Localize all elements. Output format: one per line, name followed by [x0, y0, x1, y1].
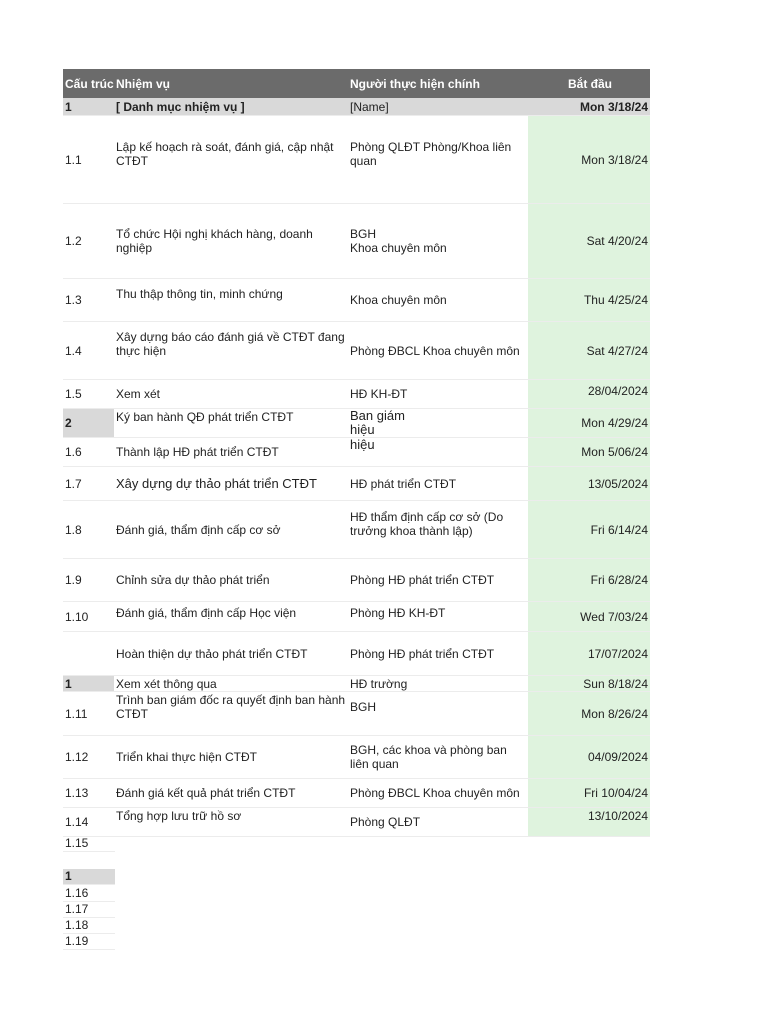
owner-cell[interactable]: Phòng HĐ phát triển CTĐT [350, 646, 495, 661]
task-cell[interactable]: Xem xét thông qua [116, 676, 217, 691]
table-row[interactable] [63, 279, 650, 322]
structure-cell[interactable]: 1.6 [65, 445, 82, 459]
structure-cell[interactable]: 1.11 [65, 706, 88, 721]
task-cell[interactable]: Hoàn thiện dự thảo phát triển CTĐT [116, 646, 308, 661]
header-owner[interactable]: Người thực hiện chính [350, 76, 480, 91]
structure-cell[interactable]: 1.1 [65, 152, 82, 167]
owner-cell[interactable]: Khoa chuyên môn [350, 293, 447, 307]
owner-cell[interactable]: Phòng QLĐT Phòng/Khoa liên quan [350, 140, 512, 168]
table-row[interactable] [63, 808, 650, 837]
owner-cell[interactable]: hiệu [350, 437, 375, 452]
table-row[interactable] [63, 409, 650, 438]
structure-cell[interactable]: 1.16 [63, 886, 115, 902]
task-cell[interactable]: Ký ban hành QĐ phát triển CTĐT [116, 410, 294, 424]
owner-cell[interactable]: BGH [350, 700, 377, 714]
task-cell[interactable]: Trình ban giám đốc ra quyết định ban hành CTĐT [116, 693, 346, 721]
header-start[interactable]: Bắt đầu [568, 76, 613, 91]
header-structure[interactable]: Cấu trúc [65, 76, 114, 91]
start-cell[interactable]: 17/07/2024 [528, 632, 650, 675]
structure-cell[interactable]: 1.19 [63, 934, 115, 950]
table-row[interactable] [63, 736, 650, 779]
structure-cell[interactable]: 2 [63, 409, 114, 437]
task-cell[interactable]: Thu thập thông tin, minh chứng [116, 287, 283, 301]
owner-cell[interactable]: HĐ thẩm định cấp cơ sở (Do trưởng khoa thành lập) [350, 510, 504, 538]
structure-cell[interactable]: 1.13 [65, 786, 89, 800]
task-cell[interactable]: Đánh giá, thẩm định cấp Học viện [116, 606, 297, 620]
table-row[interactable] [63, 501, 650, 559]
start-cell[interactable]: 13/05/2024 [528, 467, 650, 500]
structure-cell[interactable]: 1.8 [65, 522, 82, 537]
task-cell[interactable]: Xây dựng báo cáo đánh giá về CTĐT đang thực hiện [116, 330, 345, 358]
table-row[interactable] [63, 98, 650, 116]
task-cell[interactable]: Lập kế hoạch rà soát, đánh giá, cập nhật CTĐT [116, 140, 334, 168]
owner-cell[interactable]: BGH, các khoa và phòng ban liên quan [350, 743, 507, 771]
table-row[interactable] [63, 676, 650, 692]
start-cell[interactable]: Mon 8/26/24 [528, 692, 650, 735]
table-row[interactable] [63, 559, 650, 602]
structure-cell[interactable]: 1.18 [63, 918, 115, 934]
header-row [63, 69, 650, 98]
structure-cell[interactable]: 1.17 [63, 902, 115, 918]
start-cell[interactable]: Sun 8/18/24 [528, 676, 650, 691]
header-task[interactable]: Nhiệm vụ [116, 76, 171, 91]
structure-cell[interactable]: 1.4 [65, 343, 82, 358]
start-cell[interactable]: Sat 4/20/24 [528, 204, 650, 278]
table-row[interactable] [63, 204, 650, 279]
start-cell[interactable]: Mon 3/18/24 [528, 98, 650, 115]
structure-cell[interactable]: 1.3 [65, 293, 82, 307]
structure-cell[interactable]: 1.10 [65, 609, 89, 624]
table-row[interactable] [63, 779, 650, 808]
start-cell[interactable]: 13/10/2024 [528, 808, 650, 836]
structure-cell[interactable]: 1.14 [65, 815, 89, 829]
start-cell[interactable]: Mon 4/29/24 [528, 409, 650, 437]
start-cell[interactable]: Fri 6/28/24 [528, 559, 650, 601]
table-row[interactable] [63, 380, 650, 409]
owner-cell[interactable]: Phòng ĐBCL Khoa chuyên môn [350, 343, 520, 358]
task-cell[interactable]: [ Danh mục nhiệm vụ ] [116, 99, 245, 114]
structure-cell[interactable]: 1.9 [65, 573, 82, 587]
start-cell[interactable]: Mon 3/18/24 [528, 116, 650, 203]
start-cell[interactable]: 04/09/2024 [528, 736, 650, 778]
table-row[interactable] [63, 467, 650, 501]
structure-cell[interactable]: 1.7 [65, 476, 82, 491]
owner-cell[interactable]: Phòng HĐ phát triển CTĐT [350, 573, 495, 587]
owner-cell[interactable]: Ban giám hiệu [350, 408, 405, 437]
structure-cell[interactable] [63, 632, 114, 675]
task-cell[interactable]: Đánh giá kết quả phát triển CTĐT [116, 786, 296, 800]
owner-cell[interactable]: HĐ trường [350, 676, 408, 691]
owner-cell[interactable]: [Name] [350, 99, 389, 114]
table-row[interactable] [63, 322, 650, 380]
task-cell[interactable]: Xây dựng dự thảo phát triển CTĐT [116, 475, 317, 491]
owner-cell[interactable]: HĐ phát triển CTĐT [350, 476, 457, 491]
table-row[interactable] [63, 632, 650, 676]
structure-cell[interactable]: 1.2 [65, 234, 82, 248]
structure-cell[interactable]: 1 [65, 99, 72, 114]
start-cell[interactable]: Thu 4/25/24 [528, 279, 650, 321]
structure-cell[interactable]: 1 [63, 869, 115, 885]
task-cell[interactable]: Triển khai thực hiện CTĐT [116, 750, 257, 764]
task-cell[interactable]: Xem xét [116, 387, 161, 401]
owner-cell[interactable]: HĐ KH-ĐT [350, 387, 408, 401]
start-cell[interactable]: Wed 7/03/24 [528, 602, 650, 631]
owner-cell[interactable]: Phòng QLĐT [350, 815, 421, 829]
task-cell[interactable]: Thành lập HĐ phát triển CTĐT [116, 445, 279, 459]
table-row[interactable] [63, 116, 650, 204]
owner-cell[interactable]: Phòng HĐ KH-ĐT [350, 606, 446, 620]
table-row[interactable] [63, 602, 650, 632]
start-cell[interactable]: Sat 4/27/24 [528, 322, 650, 379]
task-cell[interactable]: Đánh giá, thẩm định cấp cơ sở [116, 522, 281, 537]
start-cell[interactable]: Mon 5/06/24 [528, 438, 650, 466]
structure-cell[interactable]: 1.5 [65, 387, 82, 401]
owner-cell[interactable]: Phòng ĐBCL Khoa chuyên môn [350, 786, 520, 800]
start-cell[interactable]: Fri 6/14/24 [528, 501, 650, 558]
task-cell[interactable]: Tổ chức Hội nghị khách hàng, doanh nghiệp [116, 227, 313, 255]
task-table [63, 69, 650, 837]
structure-cell[interactable]: 1.12 [65, 750, 89, 764]
structure-cell[interactable]: 1 [63, 676, 114, 691]
table-row[interactable] [63, 438, 650, 467]
structure-cell[interactable]: 1.15 [63, 836, 115, 852]
owner-cell[interactable]: BGH Khoa chuyên môn [350, 227, 447, 255]
task-cell[interactable]: Chỉnh sửa dự thảo phát triển [116, 573, 270, 587]
task-cell[interactable]: Tổng hợp lưu trữ hồ sơ [116, 809, 242, 823]
start-cell[interactable]: Fri 10/04/24 [528, 779, 650, 807]
table-row[interactable] [63, 692, 650, 736]
start-cell[interactable]: 28/04/2024 [528, 380, 650, 408]
